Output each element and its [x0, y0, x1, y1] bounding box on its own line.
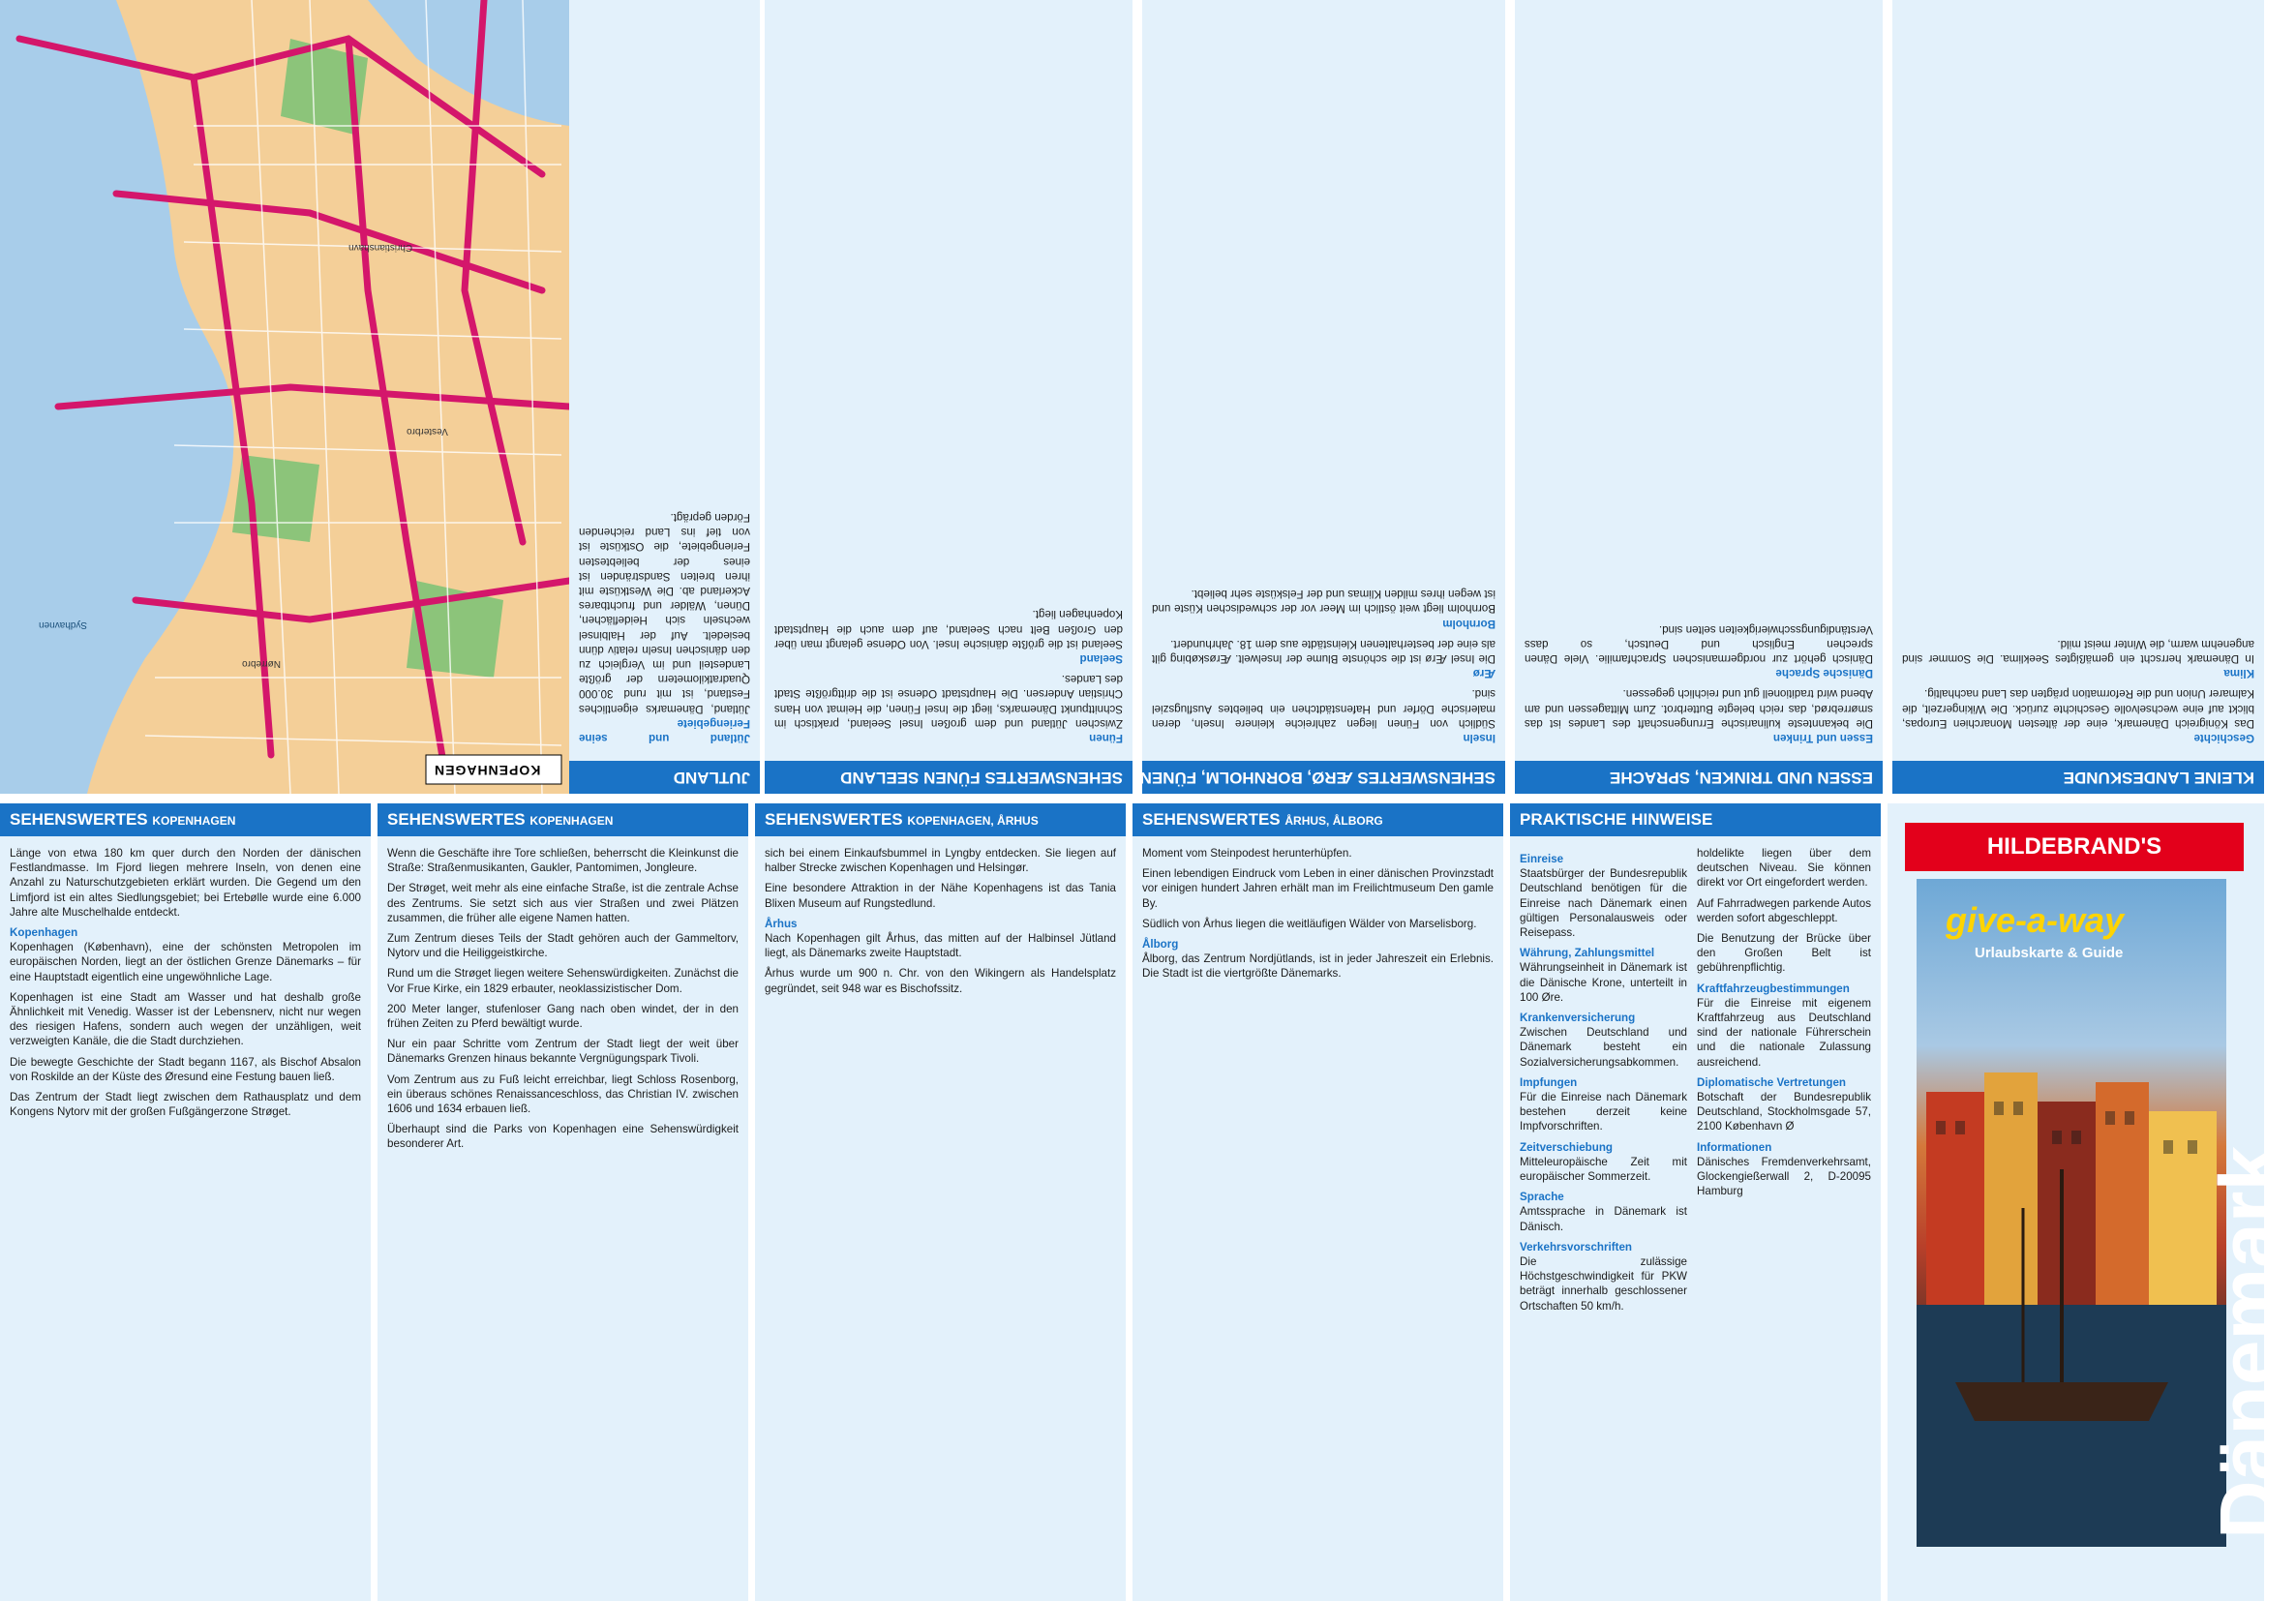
panel-kopenhagen-aarhus	[755, 803, 1126, 1601]
map-graphic	[0, 0, 569, 794]
body-text: Kopenhagen ist eine Stadt am Wasser und hat deshalb große Ähnlichkeit mit Venedig. Wasser ist der Lebensnerv, nicht nur wegen des riesigen Hafens, sondern auch wegen der unzähligen, weit verzweigten Kanäle, die die Stadt durchziehen.	[10, 990, 361, 1048]
body-text: Auf Fahrradwegen parkende Autos werden sofort abgeschleppt.	[1697, 896, 1871, 924]
section-heading: Zeitverschiebung	[1520, 1140, 1613, 1154]
panel-jutland	[569, 0, 760, 794]
map-district-label: Christianshavn	[348, 242, 413, 253]
section-heading: Ålborg	[1142, 938, 1179, 952]
panel-header: KLEINE LANDESKUNDE	[1892, 761, 2264, 794]
body-text: Staatsbürger der Bundesrepublik Deutschland benötigen für die Einreise nach Dänemark einen gültigen Personalausweis oder Reisepass.	[1520, 867, 1687, 940]
body-text: Dänisch gehört zur nordgermanischen Sprachfamilie. Viele Dänen sprechen Englisch und Deutsch, so dass Verständigungsschwierigkeiten selten sind.	[1525, 622, 1873, 665]
body-text: Århus wurde um 900 n. Chr. von den Wikingern als Handelsplatz gegründet, seit 948 war es Bischofssitz.	[765, 967, 1116, 995]
panel-header: JUTLAND	[569, 761, 760, 794]
panel-header	[755, 803, 1126, 836]
map-water-label: Sydhavnen	[39, 619, 88, 630]
section-heading: Inseln	[1463, 732, 1495, 744]
body-text: holdelikte liegen über dem deutschen Niveau. Sie können direkt vor Ort eingefordert werden.	[1697, 847, 1871, 890]
body-text: Wenn die Geschäfte ihre Tore schließen, beherrscht die Kleinkunst die Straße: Straßenmusikanten, Gaukler, Pantomimen, Jongleure.	[387, 847, 739, 875]
body-text: Nach Kopenhagen gilt Århus, das mitten auf der Halbinsel Jütland liegt, als Dänemarks zweite Hauptstadt.	[765, 932, 1116, 960]
body-text: Länge von etwa 180 km quer durch den Norden der dänischen Festlandmasse. Im Fjord liegen mehrere Inseln, von denen eine Anzahl zu Naturschutzgebieten erklärt wurden. Die Gegend um den Limfjord ist ein altes Siedlungsgebiet; bei Ertebølle wurde eine 6.000 Jahre alte Muschelhalde entdeckt.	[10, 847, 361, 919]
section-heading: Währung, Zahlungsmittel	[1520, 947, 1655, 960]
section-heading: Bornholm	[1442, 617, 1495, 630]
body-text: Bornholm liegt weit östlich im Meer vor der schwedischen Küste und ist wegen ihres milden Klimas und der Felsküste sehr beliebt.	[1152, 588, 1495, 616]
body-text: Der Strøget, weit mehr als eine einfache Straße, ist die zentrale Achse des Zentrums. Sie setzt sich aus vier Straßen und zwei Plätzen zusammen, die früher alle eigene Namen hatten.	[387, 882, 739, 924]
body-text: Einen lebendigen Eindruck vom Leben in einer dänischen Provinzstadt vor einigen hundert Jahren erhält man im Freilichtmuseum Den gamle By.	[1142, 867, 1494, 910]
body-text: Südlich von Fünen liegen zahlreiche kleinere Inseln, deren malerische Dörfer und Hafenstädtchen ein beliebtes Ausflugsziel sind.	[1152, 687, 1495, 730]
section-heading: Sprache	[1520, 1191, 1564, 1204]
body-text: Moment vom Steinpodest herunterhüpfen.	[1142, 847, 1352, 860]
panel-header: SEHENSWERTES ÆRØ, BORNHOLM, FÜNEN	[1142, 761, 1505, 794]
body-text: 200 Meter langer, stufenloser Gang nach oben windet, der in den frühen Zeiten zu Pferd bewältigt wurde.	[387, 1002, 739, 1031]
body-text: Überhaupt sind die Parks von Kopenhagen eine Sehenswürdigkeit besonderer Art.	[387, 1123, 739, 1151]
section-heading: Kopenhagen	[10, 926, 78, 940]
panel-header-title: SEHENSWERTES	[387, 810, 526, 829]
body-text: Ålborg, das Zentrum Nordjütlands, ist in jeder Jahreszeit ein Erlebnis. Die Stadt ist die viertgrößte Dänemarks.	[1142, 952, 1494, 981]
body-text: Amtssprache in Dänemark ist Dänisch.	[1520, 1205, 1687, 1233]
body-text: Die bekannteste kulinarische Errungenschaft des Landes ist das smørrebrød, das reich belegte Butterbrot. Zum Mittagessen und am Abend wird traditionell gut und reichlich gegessen.	[1525, 687, 1873, 730]
cover-photo	[1917, 879, 2226, 1547]
panel-essen-sprache	[1515, 0, 1883, 794]
body-text: Das Königreich Dänemark, eine der ältesten Monarchien Europas, blickt auf eine wechselvolle Geschichte zurück. Die Wikingerzeit, die Kalmarer Union und die Reformation prägten das Land nachhaltig.	[1902, 687, 2254, 730]
body-text: Die Benutzung der Brücke über den Großen Belt ist gebührenpflichtig.	[1697, 932, 1871, 975]
body-text: Für die Einreise nach Dänemark bestehen derzeit keine Impfvorschriften.	[1520, 1091, 1687, 1133]
section-heading: Impfungen	[1520, 1075, 1578, 1089]
body-text: Für die Einreise mit eigenem Kraftfahrzeug aus Deutschland sind der nationale Führerschein und die nationale Zulassung ausreichend.	[1697, 996, 1871, 1069]
body-text: Vom Zentrum aus zu Fuß leicht erreichbar, liegt Schloss Rosenborg, ein überaus schönes Renaissanceschloss, das Christian IV. zwischen 1606 und 1634 erbauen ließ.	[387, 1072, 739, 1116]
body-text: Jütland, Dänemarks eigentliches Festland, ist mit rund 30.000 Quadratkilometern der größte Landesteil und im Vergleich zu den dänischen Inseln relativ dünn besiedelt. Auf der Halbinsel wechseln sich Heideflächen, Dünen, Wälder und fruchtbares Ackerland ab. Die Westküste mit ihren breiten Sandstränden ist eines der beliebtesten Feriengebiete, die Ostküste ist von tief ins Land reichenden Förden geprägt.	[579, 510, 750, 715]
body-text: Dänisches Fremdenverkehrsamt, Glockengießerwall 2, D-20095 Hamburg	[1697, 1155, 1871, 1198]
panel-fuenen-seeland	[765, 0, 1133, 794]
section-heading: Informationen	[1697, 1140, 1772, 1154]
body-text: Eine besondere Attraktion in der Nähe Kopenhagens ist das Tania Blixen Museum auf Rungstedlund.	[765, 882, 1116, 910]
section-heading: Verkehrsvorschriften	[1520, 1240, 1632, 1254]
body-text: Währungseinheit in Dänemark ist die Dänische Krone, unterteilt in 100 Øre.	[1520, 961, 1687, 1004]
panel-header-sub: KOPENHAGEN	[529, 814, 614, 828]
body-text: In Dänemark herrscht ein gemäßigtes Seeklima. Die Sommer sind angenehm warm, die Winter meist mild.	[1902, 637, 2254, 665]
cover-title: Dänemark	[2203, 1145, 2294, 1539]
section-heading: Århus	[765, 917, 798, 930]
body-text: Kopenhagen (København), eine der schönsten Metropolen im europäischen Norden, liegt an der östlichen Grenze Dänemarks – für eine Hauptstadt eigentlich eine ungewöhnliche Lage.	[10, 941, 361, 983]
body-text: Zwischen Jütland und dem großen Insel Seeland, praktisch im Schnittpunkt Dänemarks, liegt die Insel Fünen, die Heimat von Hans Christian Andersen. Die Hauptstadt Odense ist die drittgrößte Stadt des Landes.	[774, 673, 1123, 730]
map-label: KOPENHAGEN	[434, 763, 541, 778]
section-heading: Essen und Trinken	[1772, 732, 1873, 744]
panel-aarhus-aalborg	[1133, 803, 1503, 1601]
section-heading: Dänische Sprache	[1775, 667, 1873, 680]
body-text: sich bei einem Einkaufsbummel in Lyngby entdecken. Sie liegen auf halber Strecke zwischen Kopenhagen und Helsingør.	[765, 847, 1116, 875]
body-text: Zum Zentrum dieses Teils der Stadt gehören auch der Gammeltorv, Nytorv und die Heiliggeistkirche.	[387, 932, 739, 960]
panel-header	[1133, 803, 1503, 836]
map-district-label: Vesterbro	[407, 426, 448, 437]
panel-header-sub: ÅRHUS, ÅLBORG	[1284, 814, 1383, 828]
map-district-label: Nørrebro	[242, 658, 282, 669]
cover-panel	[1888, 803, 2294, 1601]
section-heading: Seeland	[1079, 651, 1123, 665]
body-text: Die bewegte Geschichte der Stadt begann 1167, als Bischof Absalon von Roskilde an der Küste des Øresund eine Festung bauen ließ.	[10, 1055, 361, 1083]
section-heading: Krankenversicherung	[1520, 1012, 1636, 1025]
panel-header-title: SEHENSWERTES	[10, 810, 148, 829]
panel-header: ESSEN UND TRINKEN, SPRACHE	[1515, 761, 1883, 794]
cover-brand: HILDEBRAND'S	[1905, 823, 2244, 871]
section-heading: Klima	[2223, 667, 2254, 680]
body-text: Seeland ist die größte dänische Insel. Von Odense gelangt man über den Großen Belt nach Seeland, auf dem auch die Hauptstadt Kopenhagen liegt.	[774, 608, 1123, 650]
panel-kopenhagen-2	[378, 803, 748, 1601]
panel-kopenhagen-1	[0, 803, 371, 1601]
body-text: Botschaft der Bundesrepublik Deutschland, Stockholmsgade 57, 2100 København Ø	[1697, 1091, 1871, 1133]
city-map[interactable]	[0, 0, 569, 794]
panel-header-title: SEHENSWERTES	[1142, 810, 1281, 829]
body-text: Rund um die Strøget liegen weitere Sehenswürdigkeiten. Zunächst die Vor Frue Kirke, ein 1829 erbauter, neoklassizistischer Dom.	[387, 967, 739, 995]
body-text: Südlich von Århus liegen die weitläufigen Wälder von Marselisborg.	[1142, 917, 1477, 930]
panel-header	[0, 803, 371, 836]
body-text: Die Insel Ærø ist die schönste Blume der Inselwelt. Ærøskøbing gilt als eine der besterhaltenen Kleinstädte aus dem 18. Jahrhundert.	[1152, 637, 1495, 665]
panel-aero-bornholm	[1139, 0, 1505, 794]
body-text: Nur ein paar Schritte vom Zentrum der Stadt liegt der weit über Dänemarks Grenzen hinaus bekannte Vergnügungspark Tivoli.	[387, 1038, 739, 1066]
panel-header-title: SEHENSWERTES	[765, 810, 903, 829]
cover-series: give-a-way	[1946, 900, 2125, 940]
section-heading: Jütland und seine Feriengebiete	[579, 716, 750, 744]
panel-header-sub: KOPENHAGEN	[152, 814, 236, 828]
panel-landeskunde	[1892, 0, 2264, 794]
panel-praktische-hinweise	[1510, 803, 1881, 1601]
body-text: Mitteleuropäische Zeit mit europäischer Sommerzeit.	[1520, 1155, 1687, 1184]
body-text: Die zulässige Höchstgeschwindigkeit für PKW beträgt innerhalb geschlossener Ortschaften 50 km/h.	[1520, 1255, 1687, 1313]
section-heading: Ærø	[1472, 667, 1495, 680]
harbour-illustration	[1917, 879, 2226, 1547]
section-heading: Fünen	[1089, 732, 1123, 744]
panel-header	[378, 803, 748, 836]
body-text: Zwischen Deutschland und Dänemark besteht ein Sozialversicherungsabkommen.	[1520, 1026, 1687, 1069]
section-heading: Kraftfahrzeugbestimmungen	[1697, 982, 1850, 995]
section-heading: Geschichte	[2193, 732, 2254, 744]
panel-header-sub: KOPENHAGEN, ÅRHUS	[907, 814, 1039, 828]
section-heading: Einreise	[1520, 853, 1564, 865]
panel-header: SEHENSWERTES FÜNEN SEELAND	[765, 761, 1133, 794]
cover-series-sub: Urlaubskarte & Guide	[1975, 945, 2124, 961]
panel-header: PRAKTISCHE HINWEISE	[1510, 803, 1881, 836]
section-heading: Diplomatische Vertretungen	[1697, 1075, 1846, 1089]
body-text: Das Zentrum der Stadt liegt zwischen dem Rathausplatz und dem Kongens Nytorv mit der großen Fußgängerzone Strøget.	[10, 1091, 361, 1119]
